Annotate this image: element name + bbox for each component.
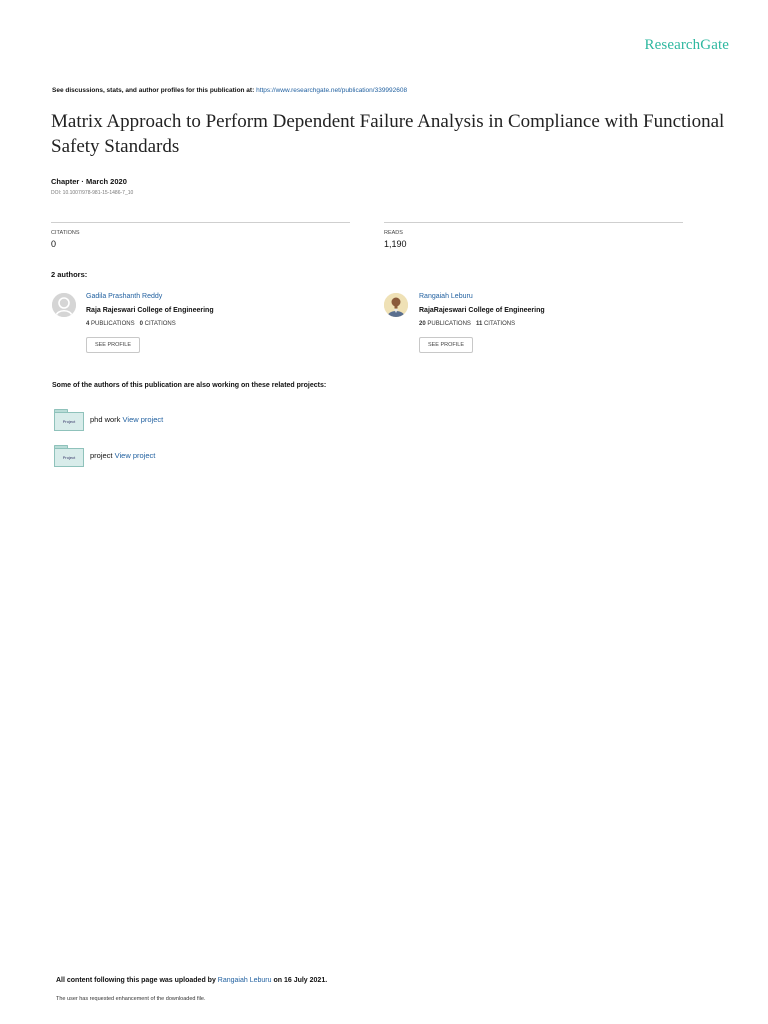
see-profile-button[interactable]: SEE PROFILE — [86, 337, 140, 353]
user-placeholder-icon[interactable] — [52, 293, 76, 317]
authors-label: 2 authors: — [51, 270, 88, 279]
citations-label: CITATIONS — [51, 230, 80, 236]
reads-label: READS — [384, 230, 403, 236]
researchgate-logo[interactable]: ResearchGate — [644, 37, 729, 53]
author-name-link[interactable]: Rangaiah Leburu — [419, 293, 473, 300]
discussion-line — [52, 87, 407, 94]
publication-meta: Chapter · March 2020 — [51, 177, 127, 186]
citations-value: 0 — [51, 239, 57, 249]
related-projects-label: Some of the authors of this publication are also working on these related projects: — [52, 382, 327, 389]
upload-date: on 16 July 2021. — [273, 977, 328, 984]
project-item — [90, 415, 163, 424]
publication-url-link[interactable]: https://www.researchgate.net/publication/339992608 — [256, 87, 408, 94]
citations-divider — [51, 222, 350, 223]
author-name-link[interactable]: Gadila Prashanth Reddy — [86, 293, 163, 300]
author-photo[interactable] — [384, 293, 408, 317]
project-name: phd work — [90, 415, 121, 424]
project-name: project — [90, 451, 113, 460]
author-institution: Raja Rajeswari College of Engineering — [86, 307, 214, 314]
discussion-prefix: See discussions, stats, and author profiles for this publication at: — [52, 87, 255, 94]
upload-note — [56, 977, 327, 984]
uploader-link[interactable]: Rangaiah Leburu — [217, 977, 272, 984]
publication-title: Matrix Approach to Perform Dependent Failure Analysis in Compliance with Functional Safety Standards — [51, 111, 725, 157]
folder-label: Project — [54, 448, 84, 467]
folder-icon[interactable] — [54, 409, 84, 431]
publications-count: 20 — [419, 321, 426, 327]
publications-label: PUBLICATIONS — [91, 321, 135, 327]
see-profile-button[interactable]: SEE PROFILE — [419, 337, 473, 353]
publications-count: 4 — [86, 321, 90, 327]
publication-doi: DOI: 10.1007/978-981-15-1486-7_10 — [51, 190, 134, 196]
view-project-link[interactable]: View project — [114, 451, 156, 460]
reads-divider — [384, 222, 683, 223]
enhancement-note: The user has requested enhancement of the downloaded file. — [56, 996, 206, 1002]
reads-value: 1,190 — [384, 239, 407, 249]
view-project-link[interactable]: View project — [122, 415, 164, 424]
author-institution: RajaRajeswari College of Engineering — [419, 307, 545, 314]
citations-label: CITATIONS — [144, 321, 176, 327]
upload-prefix: All content following this page was uploaded by — [56, 977, 216, 984]
author-stats — [419, 321, 515, 327]
citations-label: CITATIONS — [483, 321, 516, 327]
folder-icon[interactable] — [54, 445, 84, 467]
project-item — [90, 451, 155, 460]
folder-label: Project — [54, 412, 84, 431]
citations-count: 11 — [475, 321, 483, 327]
author-stats — [86, 321, 176, 327]
citations-count: 0 — [139, 321, 143, 327]
publications-label: PUBLICATIONS — [427, 321, 471, 327]
